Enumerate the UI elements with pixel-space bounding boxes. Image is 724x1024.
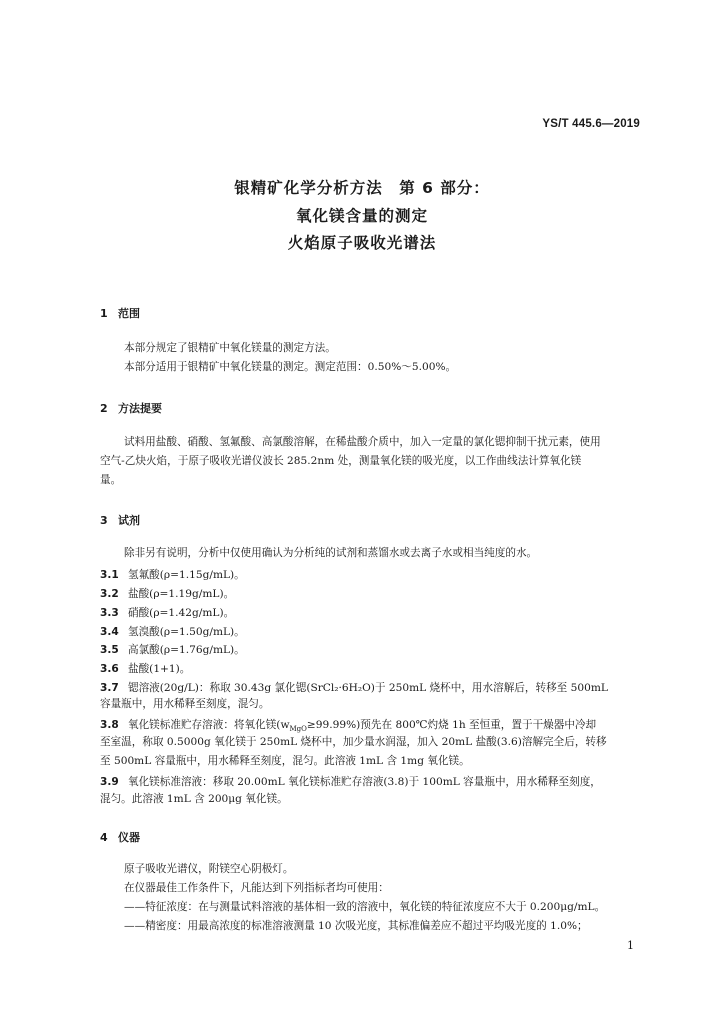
item-number: 3.3 [100,607,119,619]
item-text [128,719,597,734]
item-number: 3.7 [100,682,119,694]
paragraph: 原子吸收光谱仪，附镁空心阴极灯。 [124,863,294,875]
item-text: 高氯酸(ρ=1.76g/mL)。 [128,644,245,656]
item-number: 3.9 [100,776,119,788]
section-4-heading [100,829,140,845]
title-line-2: 氧化镁含量的测定 [295,207,428,225]
item-number: 3.8 [100,719,119,731]
section-title: 方法提要 [118,402,162,415]
paragraph-line: 至 500mL 容量瓶中，用水稀释至刻度，混匀。此溶液 1mL 含 1mg 氧化镁。 [100,755,470,767]
paragraph-line: 容量瓶中，用水稀释至刻度，混匀。 [100,698,270,710]
paragraph: 本部分规定了银精矿中氧化镁量的测定方法。 [124,342,336,354]
paragraph: 本部分适用于银精矿中氧化镁量的测定。测定范围：0.50%～5.00%。 [124,361,457,373]
standard-number: YS/T 445.6—2019 [542,118,640,130]
section-title: 试剂 [118,514,140,527]
section-3-heading [100,512,140,528]
item-number: 3.6 [100,663,119,675]
item-number: 3.4 [100,626,119,638]
section-title: 仪器 [118,831,140,844]
title-line-1: 银精矿化学分析方法 第 6 部分： [234,179,490,197]
paragraph-line: 混匀。此溶液 1mL 含 200μg 氧化镁。 [100,793,288,805]
paragraph-line: 试料用盐酸、硝酸、氢氟酸、高氯酸溶解，在稀盐酸介质中，加入一定量的氯化锶抑制干扰元素，使用 [124,436,601,448]
title-line-3: 火焰原子吸收光谱法 [287,234,437,252]
item-text: 氢氟酸(ρ=1.15g/mL)。 [128,569,245,581]
reagent-item [100,661,190,676]
item-text: 氧化镁标准贮存溶液：将氧化镁(w [128,719,290,731]
reagent-item [100,624,245,639]
paragraph: 在仪器最佳工作条件下，凡能达到下列指标者均可使用： [124,882,389,894]
reagent-item [100,605,234,620]
item-text: MgO [289,725,307,734]
item-text: 盐酸(1+1)。 [128,663,191,675]
section-title: 范围 [118,307,140,320]
paragraph-line: 量。 [100,474,122,486]
section-number: 4 [100,831,108,844]
section-number: 2 [100,402,108,415]
item-number: 3.1 [100,569,119,581]
reagent-item [100,774,601,789]
paragraph: ——精密度：用最高浓度的标准溶液测量 10 次吸光度，其标准偏差应不超过平均吸光度的 1.0%； [124,920,588,932]
reagent-item [100,680,608,695]
item-text: 氢溴酸(ρ=1.50g/mL)。 [128,626,245,638]
paragraph: ——特征浓度：在与测量试料溶液的基体相一致的溶液中，氧化镁的特征浓度应不大于 0.200μg/mL。 [124,901,606,913]
section-number: 3 [100,514,108,527]
section-1-heading [100,305,140,321]
paragraph: 除非另有说明，分析中仅使用确认为分析纯的试剂和蒸馏水或去离子水或相当纯度的水。 [124,547,538,559]
page-number: 1 [627,939,634,952]
reagent-item [100,586,234,601]
section-2-heading [100,400,162,416]
reagent-item [100,642,245,657]
paragraph-line: 至室温，称取 0.5000g 氧化镁于 250mL 烧杯中，加少量水润湿，加入 20mL 盐酸(3.6)溶解完全后，转移 [100,736,607,748]
item-number: 3.5 [100,644,119,656]
section-number: 1 [100,307,108,320]
item-text: 氧化镁标准溶液：移取 20.00mL 氧化镁标准贮存溶液(3.8)于 100mL 容量瓶中，用水稀释至刻度， [128,776,601,788]
reagent-item [100,567,245,582]
reagent-item [100,717,596,733]
item-number: 3.2 [100,588,119,600]
paragraph-line: 空气-乙炔火焰，于原子吸收光谱仪波长 285.2nm 处，测量氧化镁的吸光度，以工作曲线法计算氧化镁 [100,455,582,467]
item-text: 硝酸(ρ=1.42g/mL)。 [128,607,235,619]
item-text: 盐酸(ρ=1.19g/mL)。 [128,588,235,600]
item-text: 锶溶液(20g/L)：称取 30.43g 氯化锶(SrCl₂·6H₂O)于 250mL 烧杯中，用水溶解后，转移至 500mL [128,682,608,694]
item-text: ≥99.99%)预先在 800℃灼烧 1h 至恒重，置于干燥器中冷却 [306,719,597,731]
